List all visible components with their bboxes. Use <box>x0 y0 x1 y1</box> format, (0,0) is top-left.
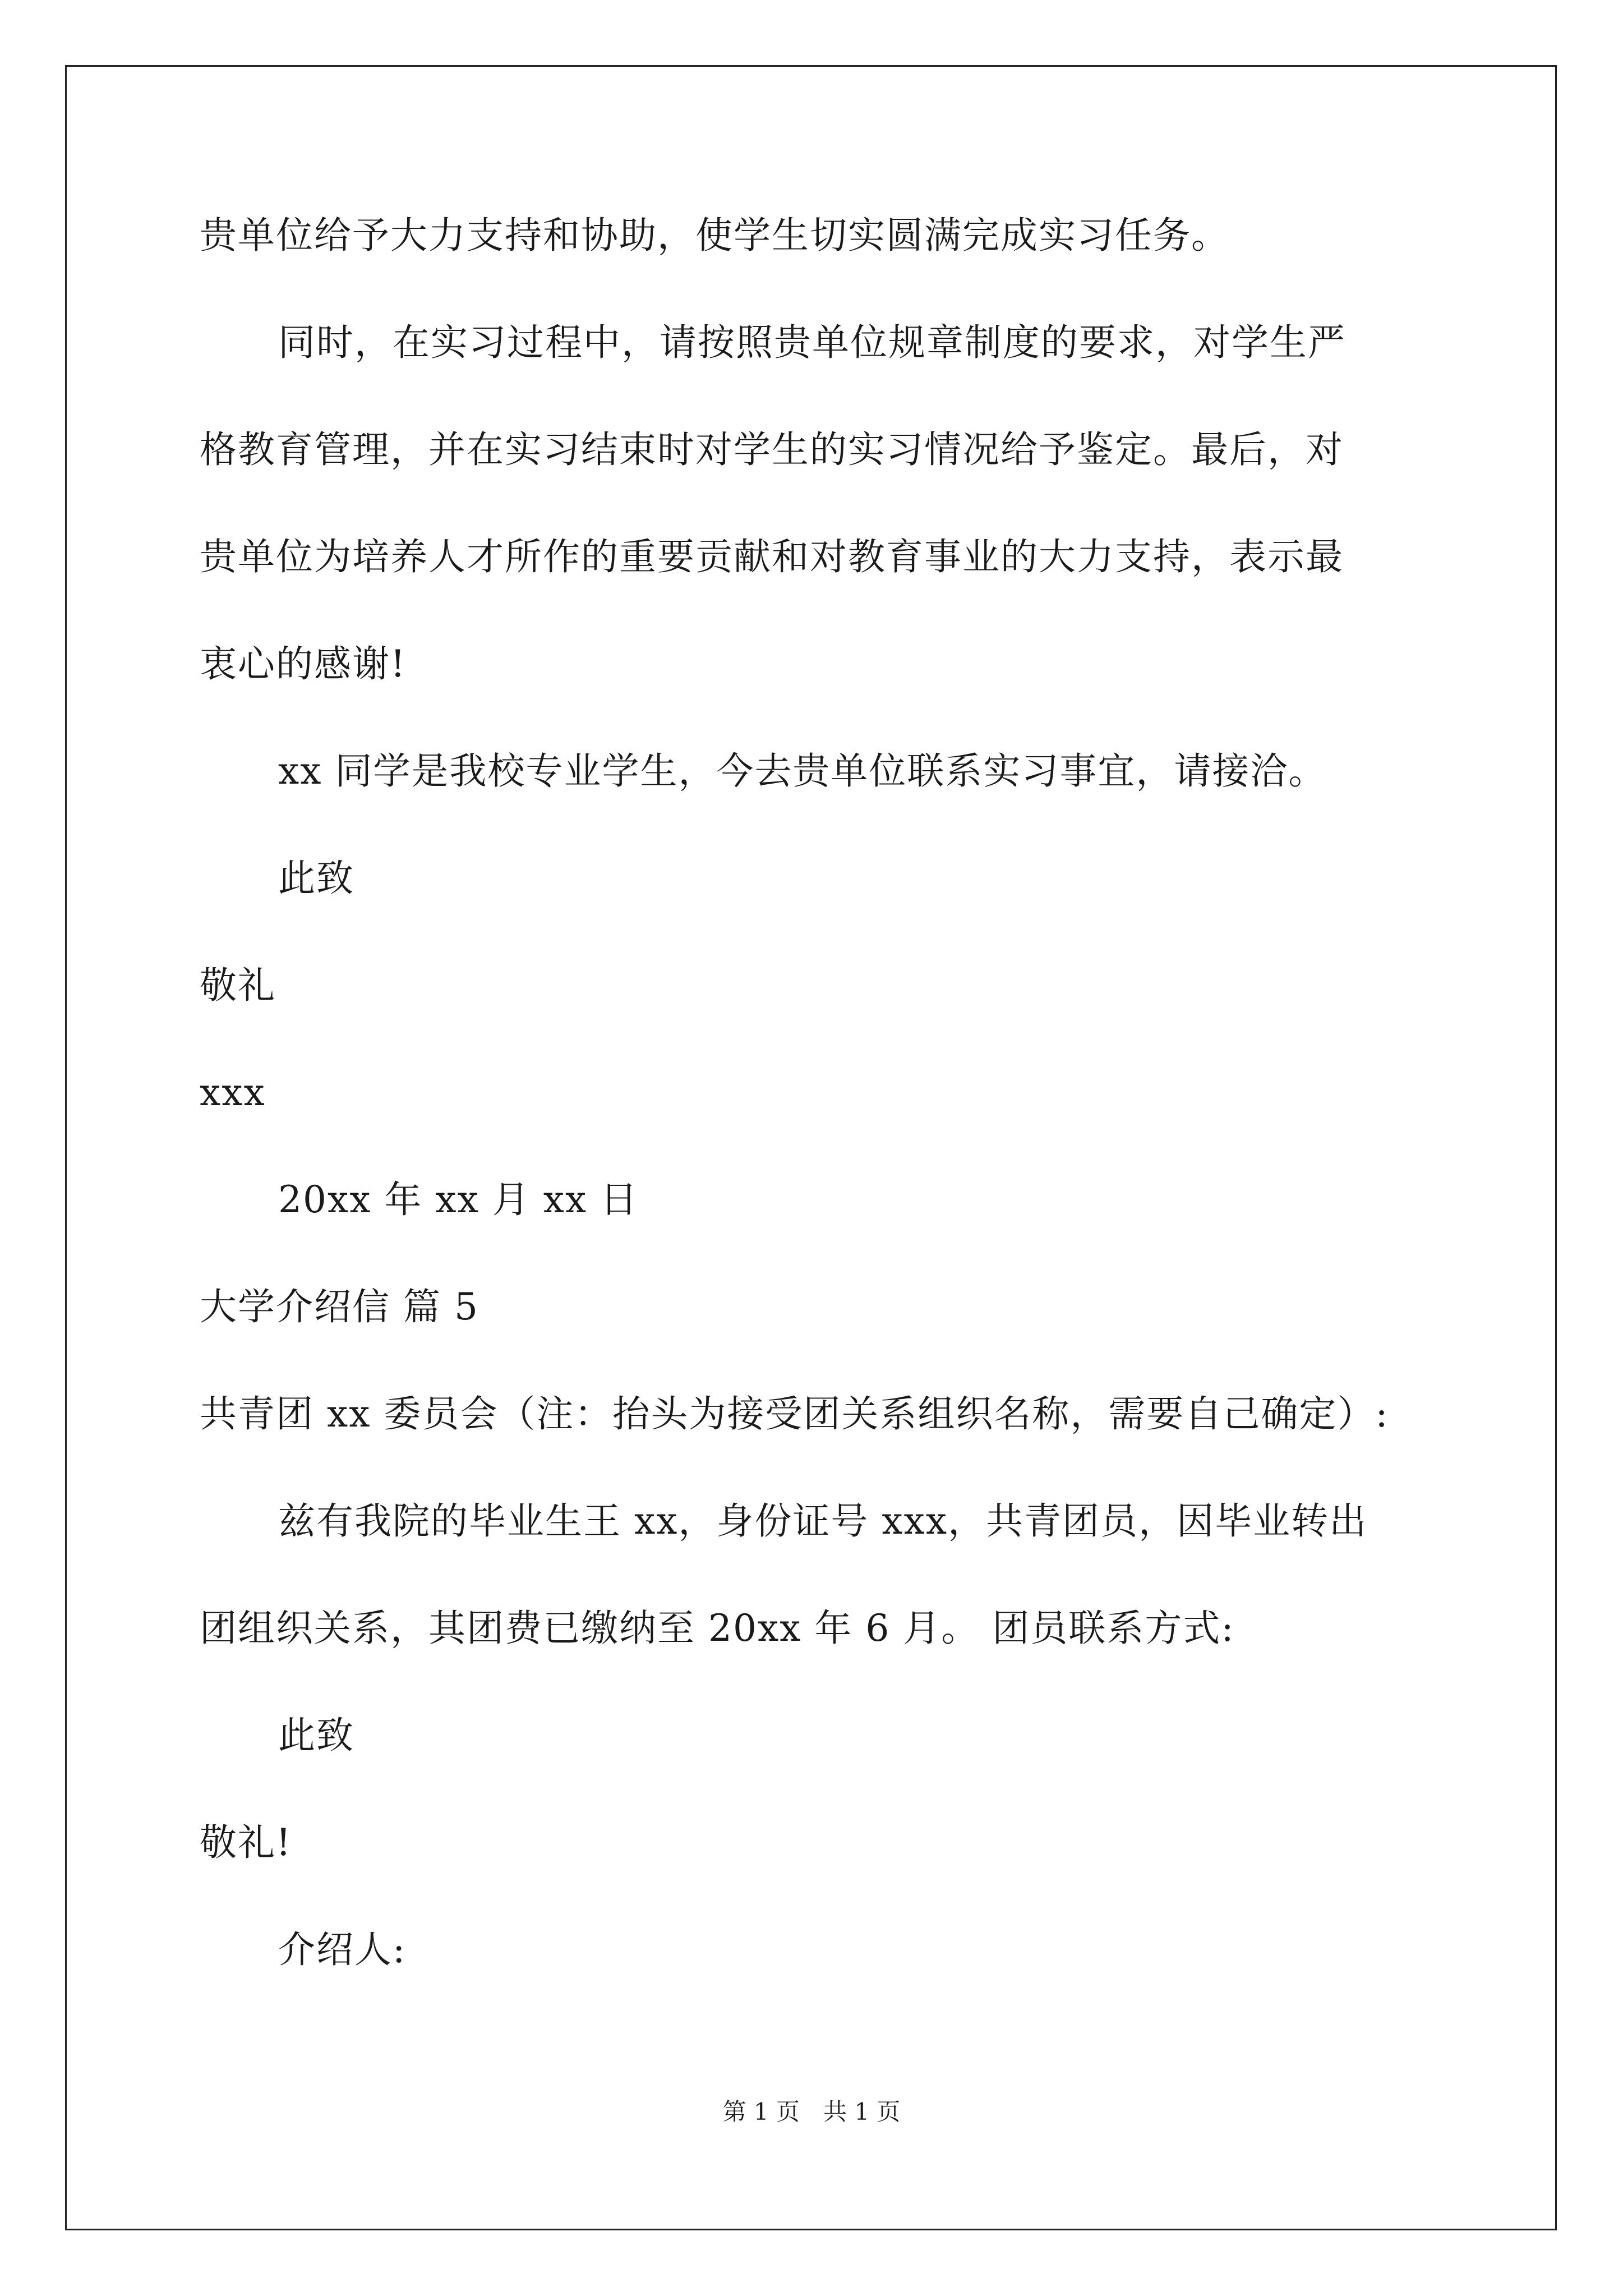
closing-cizhi-1: 此致 <box>278 857 354 900</box>
text-line-4: 贵单位为培养人才所作的重要贡献和对教育事业的大力支持，表示最 <box>200 535 1344 578</box>
introducer-line: 介绍人: <box>278 1928 407 1971</box>
text-line-13: 兹有我院的毕业生王 xx，身份证号 xxx，共青团员，因毕业转出 <box>278 1499 1368 1543</box>
text-line-5: 衷心的感谢! <box>200 642 407 685</box>
signature-xxx: xxx <box>200 1071 266 1114</box>
closing-jingli-2: 敬礼! <box>200 1821 292 1864</box>
text-line-1: 贵单位给予大力支持和协助，使学生切实圆满完成实习任务。 <box>200 214 1229 257</box>
text-line-6: xx 同学是我校专业学生，今去贵单位联系实习事宜，请接洽。 <box>278 749 1327 793</box>
page-footer: 第 1 页 共 1 页 <box>722 2098 901 2125</box>
date-line: 20xx 年 xx 月 xx 日 <box>278 1178 639 1221</box>
text-line-2: 同时，在实习过程中，请按照贵单位规章制度的要求，对学生严 <box>278 321 1346 364</box>
section-heading: 大学介绍信 篇 5 <box>200 1285 479 1328</box>
closing-jingli-1: 敬礼 <box>200 964 276 1007</box>
text-line-14: 团组织关系，其团费已缴纳至 20xx 年 6 月。 团员联系方式: <box>200 1607 1235 1650</box>
salutation-line: 共青团 xx 委员会（注：抬头为接受团关系组织名称，需要自己确定）: <box>200 1392 1389 1435</box>
page-border <box>65 65 1557 2230</box>
text-line-3: 格教育管理，并在实习结束时对学生的实习情况给予鉴定。最后，对 <box>200 428 1344 471</box>
closing-cizhi-2: 此致 <box>278 1714 354 1757</box>
